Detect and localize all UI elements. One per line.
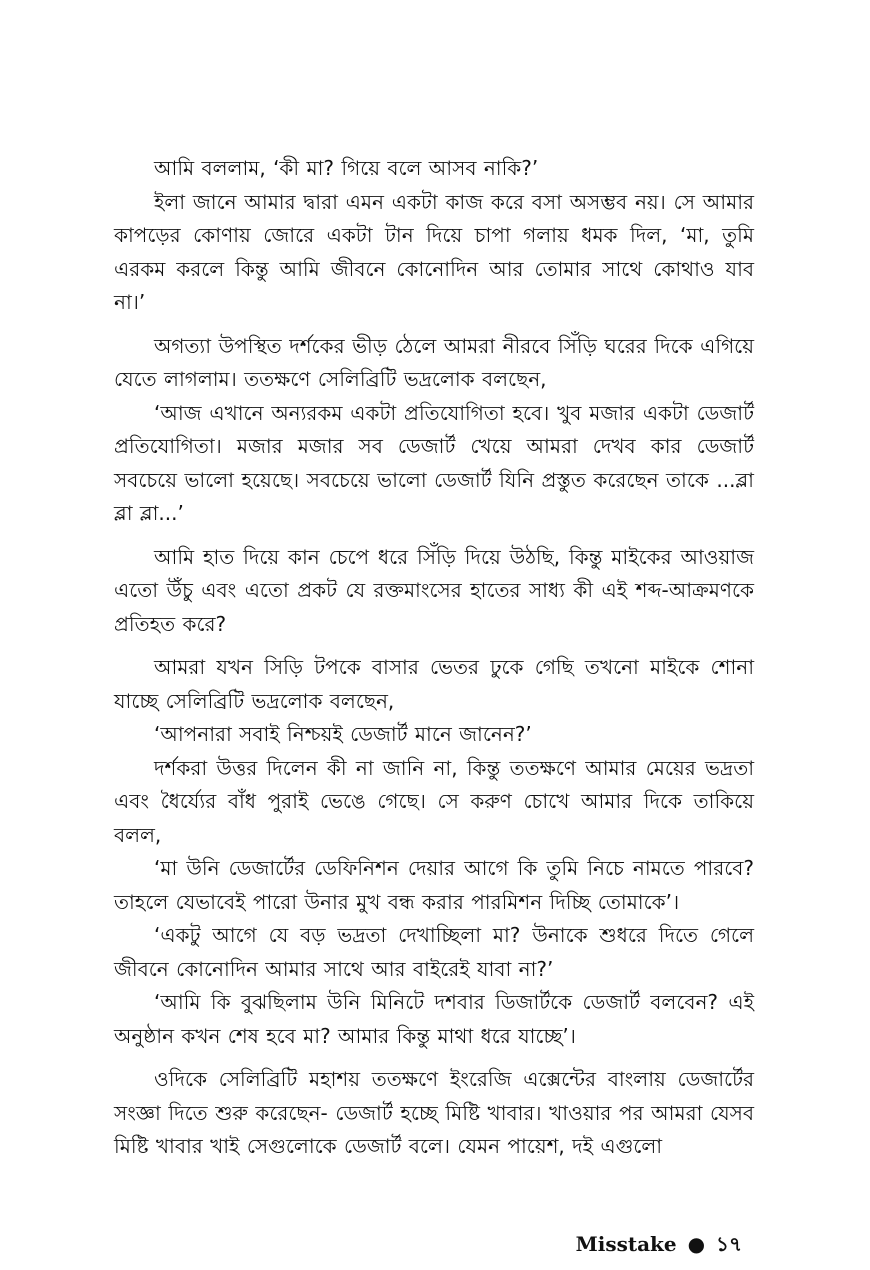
page-body (114, 152, 754, 1164)
paragraph-4: ‘আজ এখানে অন্যরকম একটা প্রতিযোগিতা হবে। খুব মজার একটা ডেজার্ট প্রতিযোগিতা। মজার মজার সব ডেজার্ট খেয়ে আমরা দেখব কার ডেজার্ট সবচেয়ে ভালো হয়েছে। সবচেয়ে ভালো ডেজার্ট যিনি প্রস্তুত করেছেন তাকে ...ব্লা ব্লা ব্লা...’ (114, 400, 754, 525)
page-footer (576, 1230, 742, 1263)
paragraph-1: আমি বললাম, ‘কী মা? গিয়ে বলে আসব নাকি?’ (154, 156, 539, 180)
paragraph-2: ইলা জানে আমার দ্বারা এমন একটা কাজ করে বসা অসম্ভব নয়। সে আমার কাপড়ের কোণায় জোরে একটা টান দিয়ে চাপা গলায় ধমক দিল, ‘মা, তুমি এরকম করলে কিন্তু আমি জীবনে কোনোদিন আর তোমার সাথে কোথাও যাব না।’ (114, 189, 754, 314)
footer-page-number: ১৭ (716, 1232, 742, 1256)
paragraph-8: দর্শকরা উত্তর দিলেন কী না জানি না, কিন্তু ততক্ষণে আমার মেয়ের ভদ্রতা এবং ধৈর্য্যের বাঁধ পুরাই ভেঙে গেছে। সে করুণ চোখে আমার দিকে তাকিয়ে বলল, (114, 755, 754, 847)
paragraph-6: আমরা যখন সিড়ি টপকে বাসার ভেতর ঢুকে গেছি তখনো মাইকে শোনা যাচ্ছে সেলিব্রিটি ভদ্রলোক বলছেন, (114, 655, 754, 713)
paragraph-3: অগত্যা উপস্থিত দর্শকের ভীড় ঠেলে আমরা নীরবে সিঁড়ি ঘরের দিকে এগিয়ে যেতে লাগলাম। ততক্ষণে সেলিব্রিটি ভদ্রলোক বলছেন, (114, 333, 754, 391)
paragraph-9: ‘মা উনি ডেজার্টের ডেফিনিশন দেয়ার আগে কি তুমি নিচে নামতে পারবে? তাহলে যেভাবেই পারো উনার মুখ বন্ধ করার পারমিশন দিচ্ছি তোমাকে’। (114, 856, 754, 914)
paragraph-5: আমি হাত দিয়ে কান চেপে ধরে সিঁড়ি দিয়ে উঠছি, কিন্তু মাইকের আওয়াজ এতো উঁচু এবং এতো প্রকট যে রক্তমাংসের হাতের সাধ্য কী এই শব্দ-আক্রমণকে প্রতিহত করে? (114, 544, 754, 636)
paragraph-7: ‘আপনারা সবাই নিশ্চয়ই ডেজার্ট মানে জানেন?’ (154, 722, 532, 746)
paragraph-12: ওদিকে সেলিব্রিটি মহাশয় ততক্ষণে ইংরেজি এক্সেন্টের বাংলায় ডেজার্টের সংজ্ঞা দিতে শুরু করেছেন- ডেজার্ট হচ্ছে মিষ্টি খাবার। খাওয়ার পর আমরা যেসব মিষ্টি খাবার খাই সেগুলোকে ডেজার্ট বলে। যেমন পায়েশ, দই এগুলো (114, 1067, 754, 1158)
footer-book-title: Misstake (575, 1232, 677, 1256)
footer-bullet: ● (687, 1232, 706, 1256)
paragraph-10: ‘একটু আগে যে বড় ভদ্রতা দেখাচ্ছিলা মা? উনাকে শুধরে দিতে গেলে জীবনে কোনোদিন আমার সাথে আর বাইরেই যাবা না?’ (114, 923, 754, 981)
paragraph-11: ‘আমি কি বুঝছিলাম উনি মিনিটে দশবার ডিজার্টকে ডেজার্ট বলবেন? এই অনুষ্ঠান কখন শেষ হবে মা? আমার কিন্তু মাথা ধরে যাচ্ছে’। (114, 990, 754, 1048)
